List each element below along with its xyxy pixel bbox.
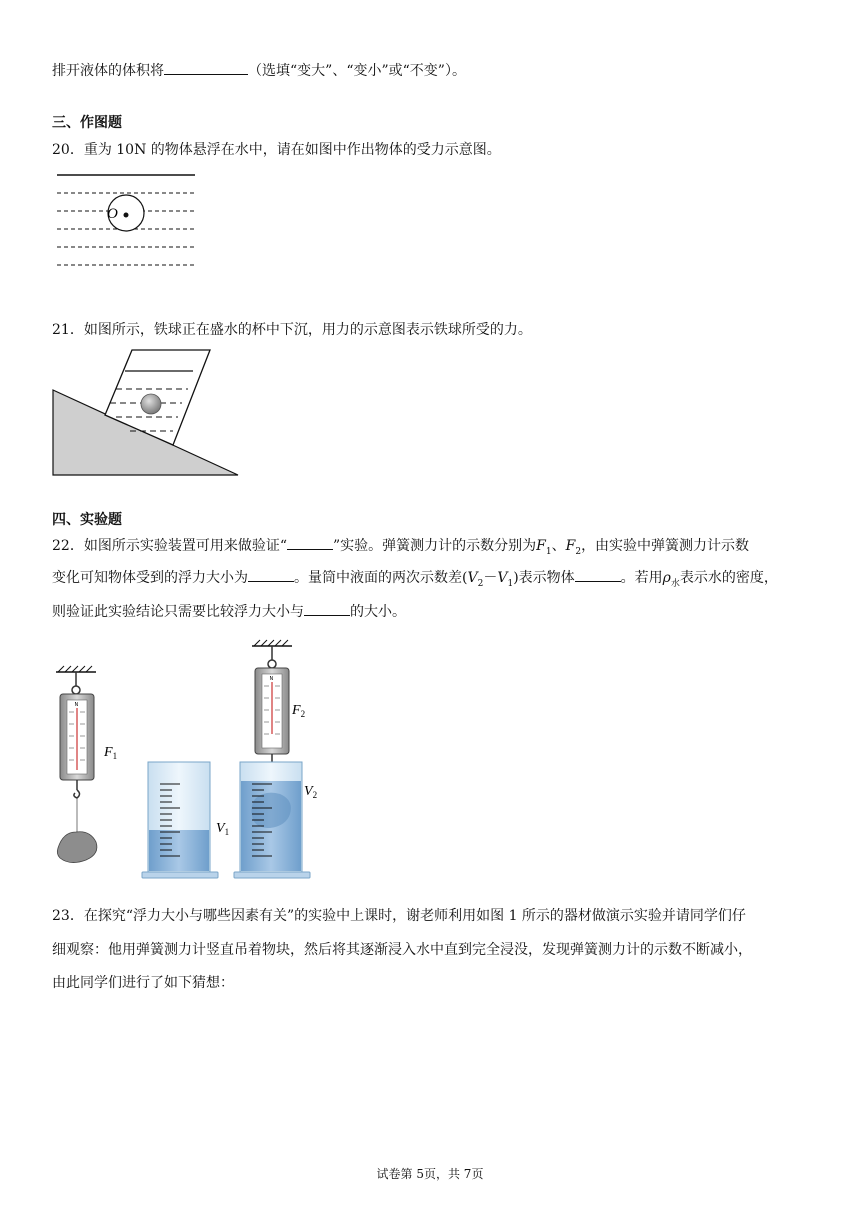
label-v2: $V_2$ xyxy=(304,784,318,800)
label-f1: $F_1$ xyxy=(104,745,118,761)
section-title-experiment: 四、实验题 xyxy=(52,512,122,528)
q19-tail-line xyxy=(52,60,466,80)
label-f2: $F_2$ xyxy=(292,703,306,719)
q19-text-after: （选填“变大”、“变小”或“不变”）。 xyxy=(248,63,466,79)
page-footer: 试卷第 5页，共 7页 xyxy=(376,1167,484,1181)
center-point xyxy=(124,213,129,218)
q21-incline-figure xyxy=(50,345,245,480)
question-22-line-1: 22．如图所示实验装置可用来做验证“ ”实验。弹簧测力计的示数分别为$F_1$、$F_2$，由实验中弹簧测力计示数 xyxy=(52,538,750,557)
question-23-line-1: 23．在探究“浮力大小与哪些因素有关”的实验中上课时，谢老师利用如图 1 所示的器材做演示实验并请同学们仔 xyxy=(52,908,746,924)
meter-unit-label-2: N xyxy=(269,676,274,682)
question-23-line-2: 细观察：他用弹簧测力计竖直吊着物块，然后将其逐渐浸入水中直到完全浸没，发现弹簧测力计的示数不断减小， xyxy=(52,942,752,958)
q20-water-figure xyxy=(55,170,200,275)
question-20-text: 20．重为 10N 的物体悬浮在水中，请在如图中作出物体的受力示意图。 xyxy=(52,142,501,158)
answer-blank[interactable] xyxy=(287,548,333,550)
stone-object xyxy=(57,832,97,863)
spring-scale-left xyxy=(56,666,97,863)
iron-ball xyxy=(141,394,161,414)
question-21-text: 21．如图所示，铁球正在盛水的杯中下沉，用力的示意图表示铁球所受的力。 xyxy=(52,322,532,338)
question-22-line-3: 则验证此实验结论只需要比较浮力大小与 的大小。 xyxy=(52,604,406,620)
label-v1: $V_1$ xyxy=(216,821,230,837)
q19-text-before: 排开液体的体积将 xyxy=(52,63,164,79)
answer-blank[interactable] xyxy=(575,580,621,582)
measuring-cylinder-2 xyxy=(234,762,310,878)
answer-blank[interactable] xyxy=(164,73,248,75)
q22-experiment-figure xyxy=(48,638,338,883)
answer-blank[interactable] xyxy=(248,580,294,582)
measuring-cylinder-1 xyxy=(142,762,218,878)
question-22-line-2: 变化可知物体受到的浮力大小为 。量筒中液面的两次示数差$(V_2-V_1)$表示物体 。若用$\rho_水$表示水的密度， xyxy=(52,570,778,589)
meter-unit-label: N xyxy=(74,702,79,708)
section-title-drawing: 三、作图题 xyxy=(52,115,122,131)
answer-blank[interactable] xyxy=(304,614,350,616)
point-o-label: O xyxy=(107,206,118,222)
question-23-line-3: 由此同学们进行了如下猜想： xyxy=(52,975,234,991)
